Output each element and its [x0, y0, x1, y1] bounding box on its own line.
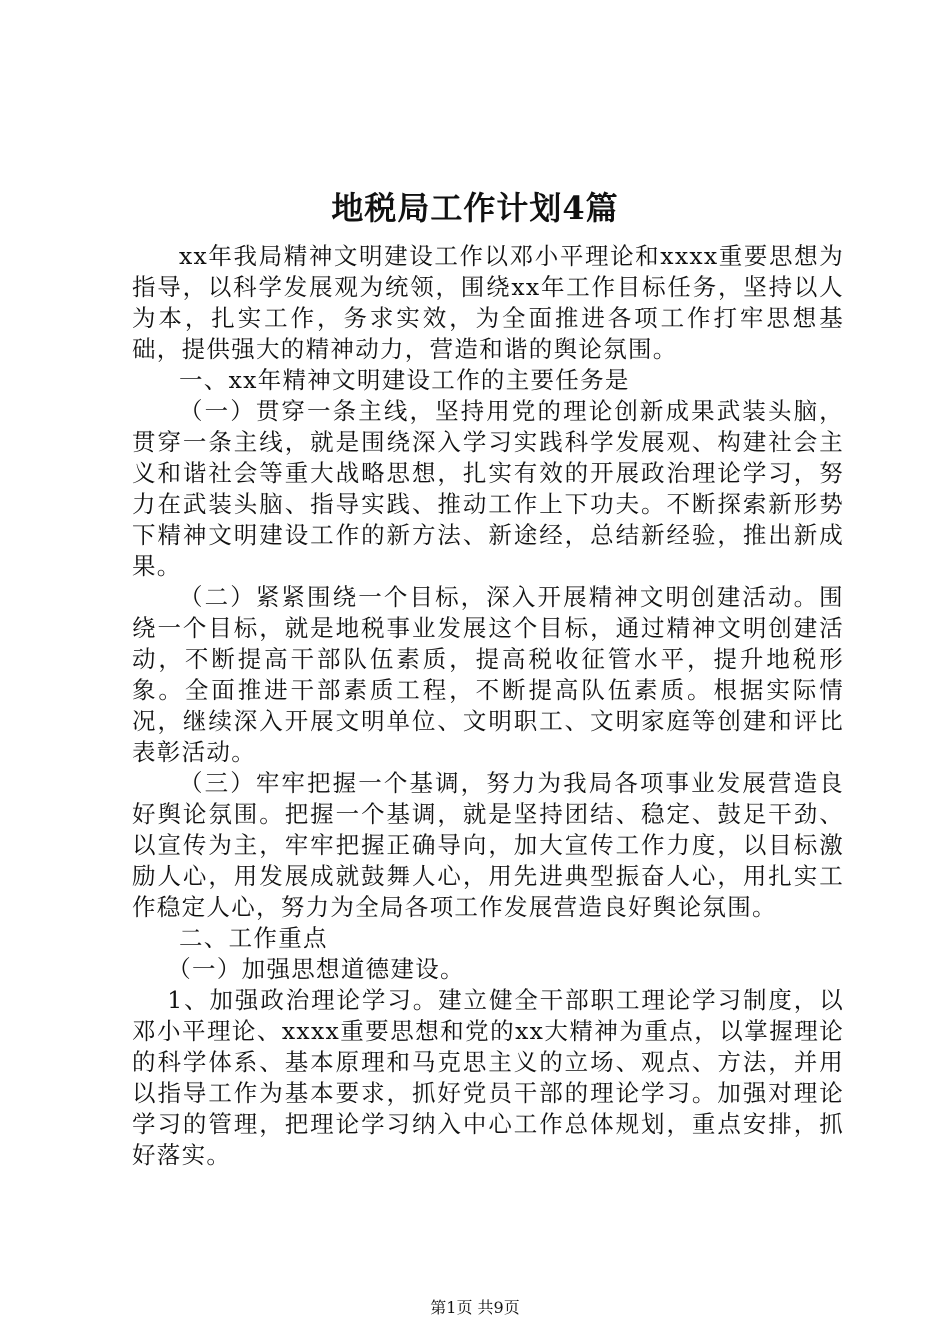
page-footer: 第1页 共9页: [430, 1298, 520, 1317]
paragraph-subsection-1-heading: （一）加强思想道德建设。: [167, 955, 465, 983]
paragraph-task-2: （二）紧紧围绕一个目标，深入开展精神文明创建活动。围绕一个目标，就是地税事业发展这个目标，通过精神文明创建活动，不断提高干部队伍素质，提高税收征管水平，提升地税形象。全面推进干部素质工程，不断提高队伍素质。根据实际情况，继续深入开展文明单位、文明职工、文明家庭等创建和评比表彰活动。: [132, 583, 844, 766]
paragraph-section-2-heading: 二、工作重点: [179, 924, 328, 952]
paragraph-task-3: （三）牢牢把握一个基调，努力为我局各项事业发展营造良好舆论氛围。把握一个基调，就是坚持团结、稳定、鼓足干劲、以宣传为主，牢牢把握正确导向，加大宣传工作力度，以目标激励人心，用发展成就鼓舞人心，用先进典型振奋人心，用扎实工作稳定人心，努力为全局各项工作发展营造良好舆论氛围。: [132, 769, 844, 921]
paragraph-section-1-heading: 一、xx年精神文明建设工作的主要任务是: [179, 366, 630, 394]
paragraph-task-1: （一）贯穿一条主线，坚持用党的理论创新成果武装头脑，贯穿一条主线，就是围绕深入学习实践科学发展观、构建社会主义和谐社会等重大战略思想，扎实有效的开展政治理论学习，努力在武装头脑、指导实践、推动工作上下功夫。不断探索新形势下精神文明建设工作的新方法、新途经，总结新经验，推出新成果。: [132, 397, 844, 580]
document-body: [132, 241, 844, 1171]
document-title: 地税局工作计划4篇: [331, 189, 619, 227]
paragraph-item-1: 1、加强政治理论学习。建立健全干部职工理论学习制度，以邓小平理论、xxxx重要思想和党的xx大精神为重点，以掌握理论的科学体系、基本原理和马克思主义的立场、观点、方法，并用以指导工作为基本要求，抓好党员干部的理论学习。加强对理论学习的管理，把理论学习纳入中心工作总体规划，重点安排，抓好落实。: [132, 986, 844, 1169]
paragraph-intro: xx年我局精神文明建设工作以邓小平理论和xxxx重要思想为指导，以科学发展观为统领，围绕xx年工作目标任务，坚持以人为本，扎实工作，务求实效，为全面推进各项工作打牢思想基础，提供强大的精神动力，营造和谐的舆论氛围。: [132, 242, 844, 363]
